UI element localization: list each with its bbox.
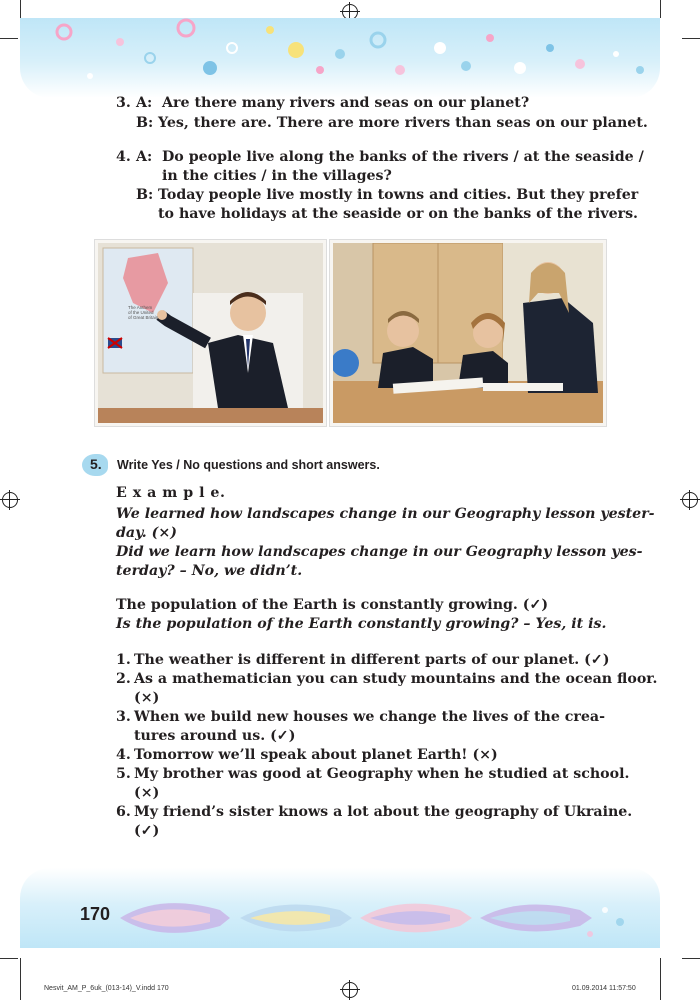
speaker-b-label: B:: [136, 187, 154, 203]
speaker-a-label: A:: [136, 149, 153, 165]
list-item-number: 4.: [116, 747, 131, 763]
list-item: Tomorrow we’ll speak about planet Earth! (×): [134, 747, 498, 763]
list-item-continuation: (✓): [134, 823, 160, 839]
example-sentence: The population of the Earth is constantly growing. (✓): [116, 597, 549, 613]
dialogue-line: Do people live along the banks of the rivers / at the seaside /: [162, 149, 644, 165]
photo-students-with-teacher: [330, 240, 606, 426]
print-file-name: Nesvit_AM_P_6uk_(013-14)_V.indd 170: [44, 985, 169, 992]
dialogue-line: Today people live mostly in towns and cities. But they prefer: [158, 187, 639, 203]
dialogue-line: to have holidays at the seaside or on the banks of the rivers.: [158, 206, 638, 222]
dialogue-line: in the cities / in the villages?: [162, 168, 392, 184]
dialogue-line: Yes, there are. There are more rivers than seas on our planet.: [158, 115, 648, 131]
print-date: 01.09.2014 11:57:50: [572, 985, 636, 992]
example-label: E x a m p l e.: [116, 485, 226, 501]
list-item: My brother was good at Geography when he studied at school.: [134, 766, 630, 782]
crop-mark: [0, 958, 18, 959]
item-number: 3.: [116, 95, 131, 111]
example-question: terday? – No, we didn’t.: [116, 563, 303, 579]
crop-mark: [660, 0, 661, 18]
photo-boy-at-map: [95, 240, 326, 426]
crop-mark: [682, 958, 700, 959]
list-item-continuation: (×): [134, 690, 160, 706]
list-item: When we build new houses we change the lives of the crea-: [134, 709, 606, 725]
example-question: Is the population of the Earth constantly growing? – Yes, it is.: [116, 616, 607, 632]
registration-mark-icon: [682, 492, 698, 508]
dialogue-line: Are there many rivers and seas on our planet?: [162, 95, 530, 111]
list-item: My friend’s sister knows a lot about the geography of Ukraine.: [134, 804, 633, 820]
example-sentence: day. (×): [116, 525, 177, 541]
poster-text: The Anthem of the United of Great Britain: [128, 305, 159, 320]
registration-mark-icon: [2, 492, 18, 508]
list-item-number: 1.: [116, 652, 131, 668]
list-item-continuation: (×): [134, 785, 160, 801]
list-item-number: 5.: [116, 766, 131, 782]
list-item-number: 3.: [116, 709, 131, 725]
bubbles-decoration: [20, 18, 660, 98]
registration-mark-icon: [342, 982, 358, 998]
arrow-decoration: [120, 888, 640, 948]
exercise-number: 5.: [90, 456, 102, 472]
crop-mark: [20, 958, 21, 1000]
list-item-continuation: tures around us. (✓): [134, 728, 296, 744]
crop-mark: [660, 958, 661, 1000]
item-number: 4.: [116, 149, 131, 165]
page-number: 170: [80, 904, 111, 924]
list-item: The weather is different in different parts of our planet. (✓): [134, 652, 610, 668]
crop-mark: [0, 38, 18, 39]
exercise-instruction: Write Yes / No questions and short answers.: [117, 458, 380, 472]
crop-mark: [20, 0, 21, 18]
crop-mark: [682, 38, 700, 39]
example-sentence: We learned how landscapes change in our Geography lesson yester-: [116, 506, 655, 522]
list-item-number: 2.: [116, 671, 131, 687]
list-item-number: 6.: [116, 804, 131, 820]
list-item: As a mathematician you can study mountains and the ocean floor.: [134, 671, 658, 687]
example-question: Did we learn how landscapes change in our Geography lesson yes-: [116, 544, 643, 560]
speaker-b-label: B:: [136, 115, 154, 131]
speaker-a-label: A:: [136, 95, 153, 111]
